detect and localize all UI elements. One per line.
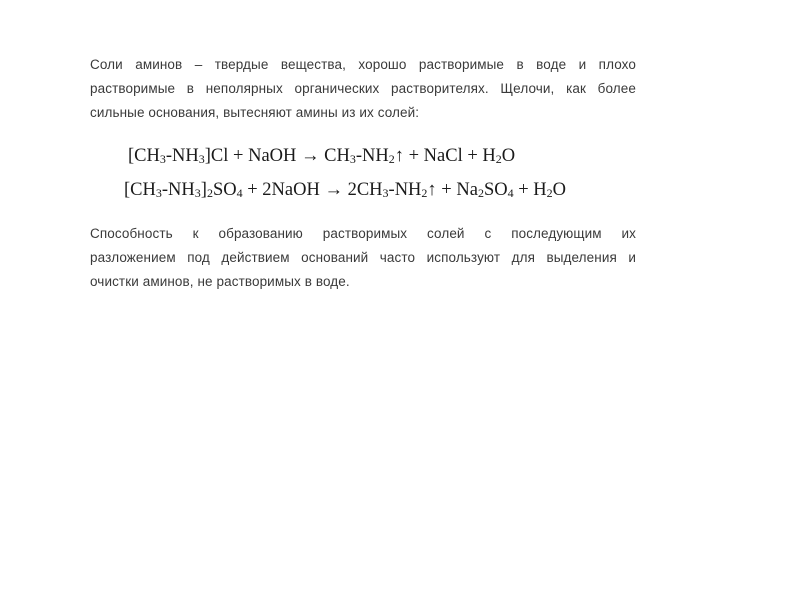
eq-text: [CH — [124, 180, 156, 200]
eq-subscript: 2 — [477, 186, 484, 200]
eq-text: ]Cl + NaOH → CH — [204, 146, 350, 166]
eq-text: + 2NaOH → 2CH — [242, 180, 383, 200]
eq-subscript: 3 — [155, 186, 162, 200]
eq-text: -NH — [161, 180, 195, 200]
eq-subscript: 4 — [236, 186, 243, 200]
paragraph-line: Способность к образованию растворимых солей с последующим их — [90, 226, 636, 241]
eq-text: -NH — [165, 146, 199, 166]
eq-text: + H — [513, 180, 547, 200]
eq-text: SO — [212, 180, 237, 200]
paragraph-line: растворимые в неполярных органических растворителях. Щелочи, как более — [90, 81, 636, 96]
eq-subscript: 2 — [495, 152, 502, 166]
paragraph-line: Соли аминов – твердые вещества, хорошо растворимые в воде и плохо — [90, 57, 636, 72]
eq-text: O — [501, 146, 516, 166]
equation-2 — [124, 178, 566, 202]
eq-text: -NH — [388, 180, 422, 200]
eq-subscript: 3 — [194, 186, 201, 200]
eq-subscript: 3 — [159, 152, 166, 166]
paragraph-line: сильные основания, вытесняют амины из их солей: — [90, 105, 420, 120]
eq-subscript: 2 — [546, 186, 553, 200]
eq-text: ↑ + NaCl + H — [394, 146, 496, 166]
paragraph-line: разложением под действием оснований часто используют для выделения и — [90, 250, 636, 265]
eq-subscript: 4 — [507, 186, 514, 200]
equation-1 — [128, 144, 515, 168]
eq-text: [CH — [128, 146, 160, 166]
paragraph-purification — [90, 222, 636, 294]
eq-subscript: 3 — [198, 152, 205, 166]
eq-text: -NH — [355, 146, 389, 166]
paragraph-amine-salts — [90, 53, 636, 125]
eq-subscript: 3 — [382, 186, 389, 200]
eq-text: SO — [483, 180, 508, 200]
paragraph-line: очистки аминов, не растворимых в воде. — [90, 274, 350, 289]
eq-text: ] — [200, 180, 207, 200]
eq-text: ↑ + Na — [427, 180, 478, 200]
eq-subscript: 2 — [388, 152, 395, 166]
eq-subscript: 2 — [206, 186, 213, 200]
eq-subscript: 3 — [349, 152, 356, 166]
eq-subscript: 2 — [421, 186, 428, 200]
eq-text: O — [552, 180, 567, 200]
